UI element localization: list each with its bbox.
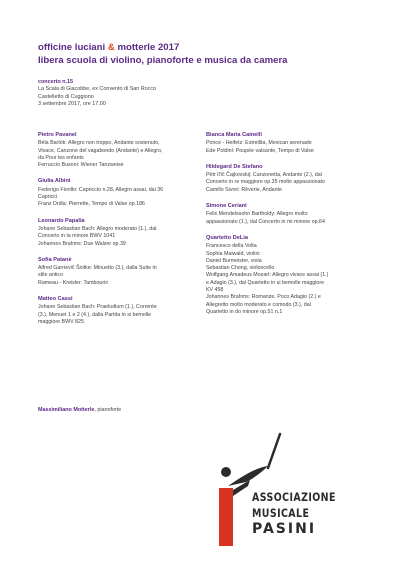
program-line: Alfred Garrievič Šnitke: Minuetto (3.), dalla Suite in: [38, 265, 157, 272]
program-line: stile antico: [38, 272, 64, 279]
program-line: Rameau - Kreisler: Tambourin: [38, 279, 109, 286]
program-line: Johann Sebastian Bach: Allegro moderato (1.), dal: [38, 225, 157, 232]
header-edition: motterle 2017: [117, 42, 180, 53]
concert-title: concerto n.15: [38, 79, 74, 85]
program-line: (3.), Menuet 1 e 2 (4.), dalla Partita in si bemolle: [38, 311, 152, 318]
logo-line-1: ASSOCIAZIONE: [252, 490, 336, 504]
program-line: Daniel Burmeister, viola: [206, 257, 262, 264]
program-line: Concerto in re maggiore op.35 molto appassionato: [206, 179, 325, 186]
performer-block: [38, 296, 200, 326]
performer-block: [38, 132, 200, 169]
performer-block: [38, 257, 200, 287]
program-line: Federigo Fiorillo: Capriccio n.28, Allegro assai, dai 36: [38, 186, 164, 193]
program-line: Ferruccio Busoni: Wiener Tanzweise: [38, 162, 124, 169]
accompanist-name: Massimiliano Motterle: [38, 407, 95, 413]
program-line: Johann Sebastian Bach: Praeludium (1.), Corrente: [38, 304, 157, 311]
accompanist-role: , pianoforte: [94, 407, 122, 413]
program-line: Franz Drdla: Pierrette, Tempo di Valse op.186: [38, 201, 145, 208]
program-line: Concerto in la minore BWV 1041: [38, 233, 116, 240]
program-line: Sebastian Chong, violoncello: [206, 265, 275, 272]
program-left-column: [38, 132, 200, 335]
program-line: maggiore BWV 825: [38, 318, 84, 325]
program-line: Francesco della Volta: [206, 243, 257, 250]
program-line: e Adagio (3.), dal Quartetto in si bemolle maggiore: [206, 279, 325, 286]
program-line: Johannes Brahms: Romanze. Poco Adagio (2.) e: [206, 294, 321, 301]
logo-line-2: MUSICALE: [252, 506, 310, 520]
program-line: Béla Bartók: Allegro non troppo, Andante sostenuto,: [38, 140, 160, 147]
performer-block: [206, 203, 376, 226]
performer-name: Leonardo Papalia: [38, 217, 85, 224]
program-line: appassionato (1.), dal Concerto in mi minore op.64: [206, 218, 325, 225]
program-line: Felix Mendelssohn Bartholdy: Allegro molto: [206, 211, 308, 218]
program-line: Ponce - Heifetz: Estrellita, Mexican serenade: [206, 140, 312, 147]
program-line: Allegretto molto moderato e comodo (3.), dal: [206, 301, 311, 308]
associazione-logo: [210, 428, 370, 548]
header-ampersand: &: [107, 42, 115, 53]
program-line: Ede Poldini: Poupée valsante, Tempo di Valse: [206, 147, 314, 154]
performer-block: [206, 164, 376, 194]
header-organizer: officine luciani: [38, 42, 106, 53]
concert-info: [38, 79, 156, 109]
performer-name: Bianca Maria Cainelli: [206, 132, 262, 138]
header: [38, 41, 288, 67]
header-subtitle: libera scuola di violino, pianoforte e musica da camera: [38, 55, 288, 66]
performer-name: Simone Ceriani: [206, 203, 247, 210]
concert-date: 3 settembre 2017, ore 17.00: [38, 101, 106, 108]
program-line: da Pour les enfants: [38, 154, 84, 161]
performer-name: Pietro Pavanel: [38, 132, 77, 138]
performer-block: [38, 178, 200, 208]
performer-name: Sofia Patanè: [38, 256, 72, 263]
performer-block: [206, 132, 376, 155]
program-line: Johannes Brahms: Due Walzer op.39: [38, 240, 126, 247]
program-line: Sophia Maiwald, violini: [206, 250, 260, 257]
concert-town: Castelletto di Cuggiono: [38, 93, 94, 100]
performer-name: Matteo Cassi: [38, 296, 73, 303]
performer-name: Hildegard De Stefano: [206, 163, 263, 170]
performer-block: [206, 235, 376, 316]
performer-name: Quartetto DeLia: [206, 234, 248, 241]
accompanist: [38, 407, 121, 414]
performer-name: Giulia Albini: [38, 178, 71, 185]
performer-block: [38, 218, 200, 248]
program-line: Wolfgang Amadeus Mozart: Allegro vivace assai (1.): [206, 272, 329, 279]
header-line-1: [38, 41, 288, 54]
program-line: Capricci: [38, 194, 58, 201]
program-right-column: [206, 132, 376, 325]
program-line: Quartetto in do minore op.51 n.1: [206, 308, 283, 315]
program-line: Vivace, Canzone del vagabondo (Andante) e Allegro,: [38, 147, 163, 154]
program-line: Pëtr Il'ič Čajkovskij: Canzonetta, Andante (2.), dal: [206, 172, 322, 179]
concert-venue: La Scala di Giacobbe, ex Convento di San Rocco: [38, 86, 157, 93]
program-line: KV 458: [206, 287, 224, 294]
program-line: Camillo Sivori: Rêverie, Andante: [206, 186, 282, 193]
logo-line-3: PASINI: [252, 521, 317, 537]
